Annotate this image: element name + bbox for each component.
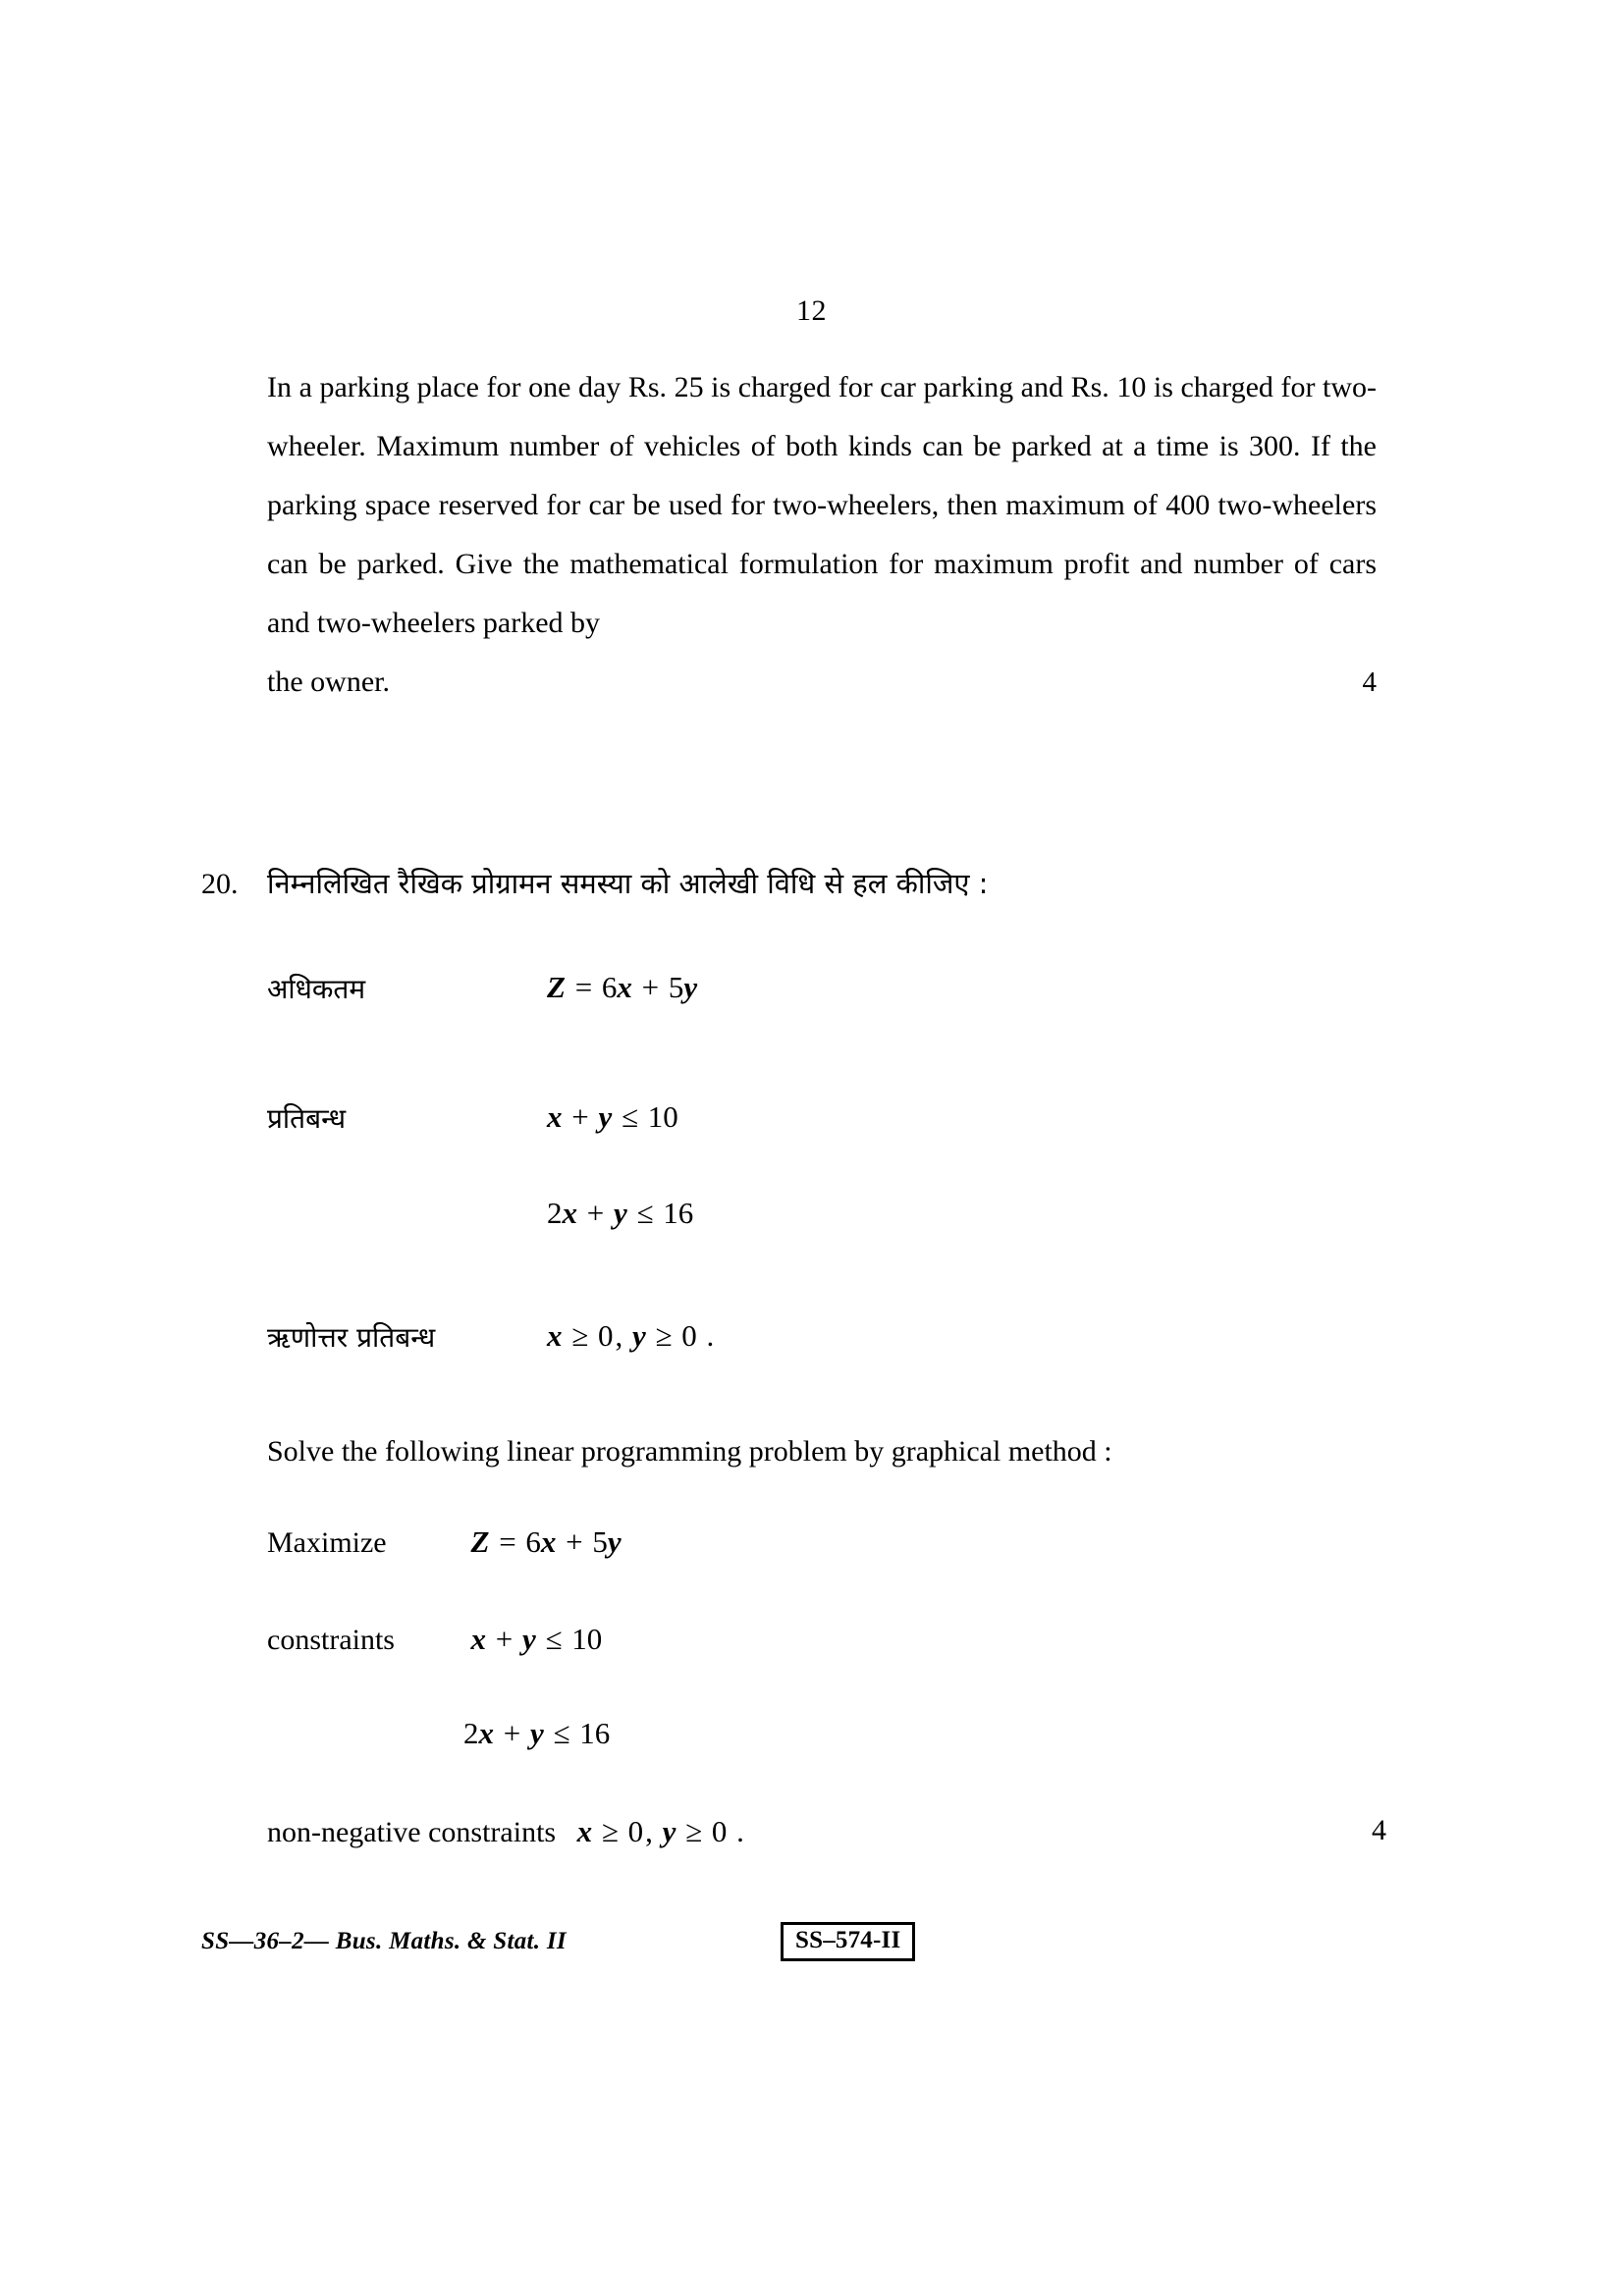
marks-value: 4: [1362, 667, 1377, 698]
paragraph-last-line: the owner.: [267, 666, 390, 698]
paragraph-text: In a parking place for one day Rs. 25 is charged for car parking and Rs. 10 is charged for two-wheeler. Maximum number of vehicles of both kinds can be parked at a time is 300. If the parking space reserved for car be used for two-wheelers, then maximum of 400 two-wheelers can be parked. Give the mathematical formulation for maximum profit and number of cars and two-wheelers parked by: [267, 371, 1377, 639]
hindi-label-maximize: अधिकतम: [267, 973, 366, 1005]
english-label-constraints: constraints: [267, 1624, 395, 1656]
hindi-expr-constraint-2: 2x + y ≤ 16: [547, 1196, 694, 1230]
hindi-expr-nonneg: x ≥ 0, y ≥ 0 .: [547, 1318, 715, 1353]
question-hindi-prompt: निम्नलिखित रैखिक प्रोग्रामन समस्या को आलेखी विधि से हल कीजिए :: [267, 867, 989, 900]
question-20-marks: 4: [1372, 1814, 1386, 1846]
paragraph-body: [267, 358, 1377, 653]
english-row-nonneg: [267, 1814, 1386, 1849]
english-row-maximize: [267, 1524, 622, 1560]
hindi-row-maximize: [267, 970, 1377, 1013]
english-expr-constraint-1: x + y ≤ 10: [470, 1622, 603, 1656]
paragraph-last-line-row: [267, 653, 1377, 712]
english-prompt: Solve the following linear programming problem by graphical method :: [267, 1435, 1112, 1468]
hindi-row-nonneg: [267, 1318, 1377, 1362]
footer-subject-code: SS—36–2— Bus. Maths. & Stat. II: [201, 1928, 567, 1954]
english-expr-constraint-2: 2x + y ≤ 16: [463, 1716, 611, 1750]
english-label-maximize: Maximize: [267, 1526, 387, 1559]
english-label-nonneg: non-negative constraints: [267, 1816, 557, 1848]
hindi-row-constraint-2: [267, 1196, 1377, 1239]
hindi-row-constraints: [267, 1099, 1377, 1143]
hindi-expr-objective: Z = 6x + 5y: [547, 970, 698, 1004]
footer-paper-code: SS–574-II: [781, 1922, 915, 1961]
question-19-continuation: [267, 358, 1377, 712]
english-expr-nonneg: x ≥ 0, y ≥ 0 .: [576, 1814, 744, 1848]
hindi-expr-constraint-1: x + y ≤ 10: [547, 1099, 678, 1134]
english-row-constraints: [267, 1622, 602, 1657]
page-footer: [201, 1922, 1429, 1971]
hindi-label-constraints: प्रतिबन्ध: [267, 1102, 347, 1135]
hindi-label-nonneg: ऋणोत्तर प्रतिबन्ध: [267, 1321, 436, 1354]
english-row-constraint-2: [463, 1716, 610, 1751]
page-number: 12: [796, 294, 827, 327]
question-number: 20.: [201, 868, 239, 900]
english-expr-objective: Z = 6x + 5y: [470, 1524, 622, 1559]
